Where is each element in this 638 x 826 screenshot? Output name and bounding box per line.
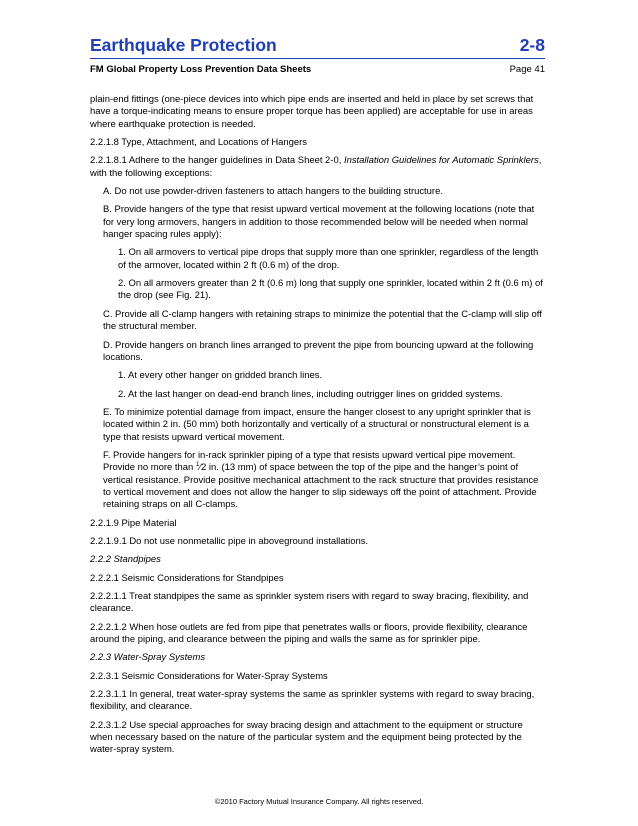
list-item-f-lead: F. Provide hangers for in-rack sprinkler piping of a type that resists upward vertical pipe movement. Provide no more than [103,449,516,474]
list-item-c: C. Provide all C-clamp hangers with retaining straps to minimize the potential that the C-clamp will slip off the structural member. [103,308,542,333]
page-body [90,94,545,763]
document-title: Earthquake Protection [90,35,277,55]
section-heading-223: 2.2.3 Water-Spray Systems [90,652,206,664]
section-heading-222: 2.2.2 Standpipes [90,554,161,566]
paragraph-22181-tail: , with the following exceptions: [90,155,542,179]
referenced-title: Installation Guidelines for Automatic Sprinklers [343,155,539,167]
paragraph-22181-lead: 2.2.1.8.1 Adhere to the hanger guidelines in Data Sheet 2-0, [90,155,344,167]
list-item-d2: 2. At the last hanger on dead-end branch lines, including outrigger lines on gridded systems. [118,388,503,400]
paragraph-intro: plain-end fittings (one-piece devices into which pipe ends are inserted and held in place by set screws that have a torque-indicating means to ensure proper torque has been applied) are acceptable for use in areas where earthquake protection is needed. [90,94,534,130]
list-item-b1: 1. On all armovers to vertical pipe drops that supply more than one sprinkler, regardless of the length of the armover, located within 2 ft (0.6 m) of the drop. [118,247,539,271]
list-item-d: D. Provide hangers on branch lines arranged to prevent the pipe from bouncing upward at the following locations. [103,339,534,363]
heading-2231: 2.2.3.1 Seismic Considerations for Water-Spray Systems [90,670,328,682]
paragraph-22212: 2.2.2.1.2 When hose outlets are fed from pipe that penetrates walls or floors, provide flexibility, clearance around the piping, and clearance between the piping and walls the same as for sprinkler pipe. [90,621,528,646]
paragraph-22211: 2.2.2.1.1 Treat standpipes the same as sprinkler system risers with regard to sway bracing, flexibility, and clearance. [90,591,529,615]
document-number: 2-8 [519,35,545,55]
copyright-footer: ©2010 Factory Mutual Insurance Company. All rights reserved. [214,797,424,806]
document-series: FM Global Property Loss Prevention Data Sheets [90,64,312,75]
fraction-numerator: 1 [195,461,200,469]
header-sub-row [90,64,545,76]
header-title-row [90,35,545,55]
list-item-b: B. Provide hangers of the type that resist upward vertical movement at the following locations (note that for very long armovers, hangers in addition to those recommended below will be needed when normal hanger spacing rules apply): [103,204,535,241]
paragraph-22311: 2.2.3.1.1 In general, treat water-spray systems the same as sprinkler systems with regard to sway bracing, flexibility, and clearance. [90,689,535,713]
list-item-a: A. Do not use powder-driven fasteners to attach hangers to the building structure. [103,186,443,198]
page-header [90,35,545,76]
paragraph-22312: 2.2.3.1.2 Use special approaches for sway bracing design and attachment to the equipment or structure when necessary based on the nature of the particular system and the equipment being protected by the water-spray system. [90,719,523,756]
list-item-e: E. To minimize potential damage from impact, ensure the hanger closest to any upright sprinkler that is located within 2 in. (50 mm) both horizontally and vertically of a structural or nonstructural element is a type that resists upward vertical movement. [103,406,531,443]
list-item-f [103,450,545,512]
list-item-b2: 2. On all armovers greater than 2 ft (0.6 m) long that supply one sprinkler, located within 2 ft (0.6 m) of the drop (see Fig. 21). [118,278,543,302]
paragraph-22191: 2.2.1.9.1 Do not use nonmetallic pipe in aboveground installations. [90,535,369,547]
page-number: Page 41 [509,64,545,75]
heading-2219: 2.2.1.9 Pipe Material [90,517,177,529]
list-item-f-tail: ⁄2 in. (13 mm) of space between the top of the pipe and the hanger’s point of vertical resistance. Provide positive mechanical attachment to the rack structure that provides resistance to vertical movement and does not allow the hanger to slip sideways off the point of attachment. Provide retaining straps on all C-clamps. [103,462,539,511]
paragraph-22181 [90,155,545,180]
list-item-d1: 1. At every other hanger on gridded branch lines. [118,370,323,382]
header-rule [90,58,545,59]
heading-2221: 2.2.2.1 Seismic Considerations for Standpipes [90,572,284,584]
heading-2218: 2.2.1.8 Type, Attachment, and Locations of Hangers [90,137,308,149]
